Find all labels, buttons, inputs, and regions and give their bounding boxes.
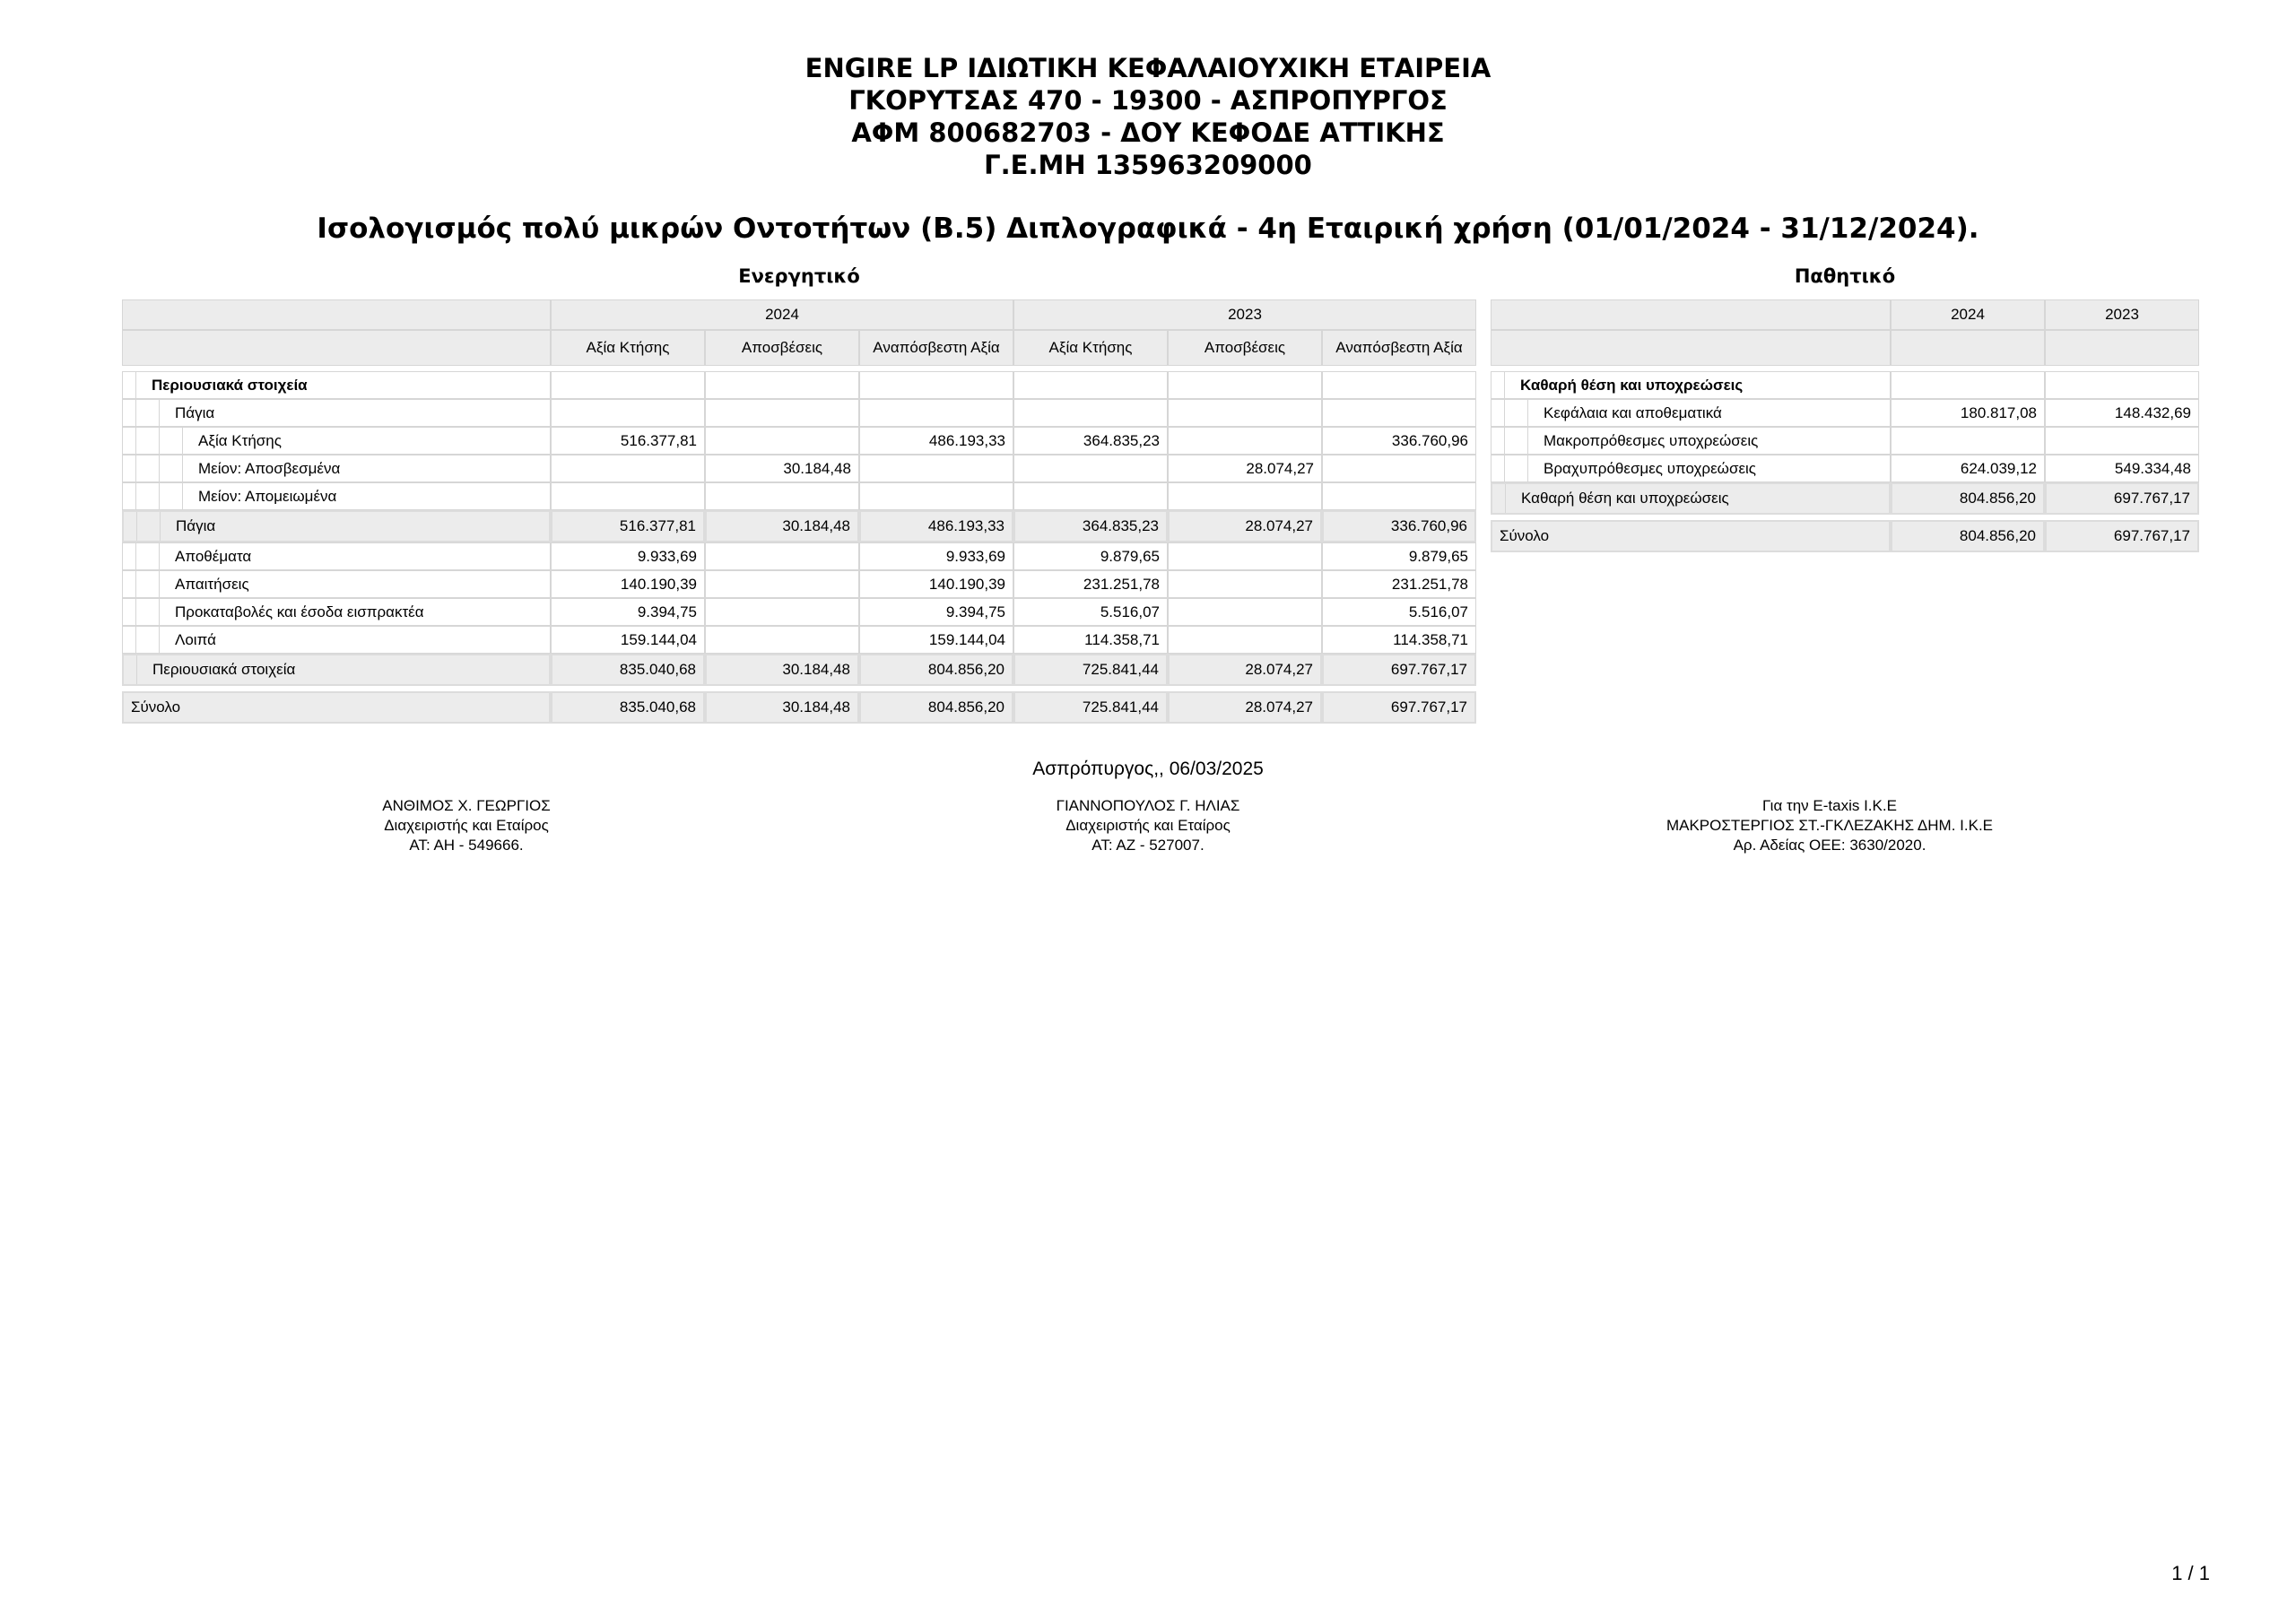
- value-cell: 516.377,81: [551, 427, 705, 455]
- liabilities-year-header: [1491, 299, 2199, 330]
- value-cell: 9.879,65: [1013, 542, 1168, 570]
- value-cell: 30.184,48: [705, 455, 859, 482]
- value-cell: 231.251,78: [1322, 570, 1476, 598]
- value-cell: 9.394,75: [551, 598, 705, 626]
- table-row: [122, 399, 1476, 427]
- total-row: [1491, 520, 2199, 552]
- value-cell: [705, 427, 859, 455]
- signatory-name: ΓΙΑΝΝΟΠΟΥΛΟΣ Γ. ΗΛΙΑΣ: [1056, 797, 1240, 814]
- value-cell: 159.144,04: [551, 626, 705, 654]
- page-number: 1 / 1: [2171, 1562, 2210, 1584]
- row-label: Σύνολο: [122, 691, 551, 724]
- company-tax-id: ΑΦΜ 800682703 - ΔΟΥ ΚΕΦΟΔΕ ΑΤΤΙΚΗΣ: [851, 117, 1445, 148]
- value-cell: 697.767,17: [1322, 691, 1476, 724]
- value-cell: [705, 626, 859, 654]
- row-label: Προκαταβολές και έσοδα εισπρακτέα: [175, 603, 424, 620]
- value-cell: 486.193,33: [859, 427, 1013, 455]
- place-date: Ασπρόπυργος,, 06/03/2025: [1032, 759, 1264, 779]
- row-label: Λοιπά: [175, 630, 216, 648]
- subtotal-row: [122, 654, 1476, 686]
- value-cell: 486.193,33: [859, 510, 1013, 542]
- value-cell: 835.040,68: [551, 691, 705, 724]
- col-net: Αναπόσβεστη Αξία: [859, 330, 1013, 366]
- value-cell: 336.760,96: [1322, 427, 1476, 455]
- year-2024: 2024: [551, 299, 1013, 330]
- signature-block: [1561, 796, 2099, 855]
- signatory-role: ΜΑΚΡΟΣΤΕΡΓΙΟΣ ΣΤ.-ΓΚΛΕΖΑΚΗΣ ΔΗΜ. Ι.Κ.Ε: [1665, 817, 1994, 834]
- value-cell: [1168, 570, 1322, 598]
- value-cell: [705, 542, 859, 570]
- row-label: Μείον: Αποσβεσμένα: [198, 459, 341, 477]
- value-cell: 697.767,17: [1322, 654, 1476, 686]
- header-blank: [122, 330, 551, 366]
- page-title: Ισολογισμός πολύ μικρών Οντοτήτων (Β.5) Διπλογραφικά - 4η Εταιρική χρήση (01/01/2024 - 31/12/2024).: [317, 213, 1979, 245]
- table-row: [1491, 455, 2199, 482]
- col-cost: Αξία Κτήσης: [551, 330, 705, 366]
- signatory-id: Αρ. Αδείας ΟΕΕ: 3630/2020.: [1733, 837, 1926, 854]
- assets-column-header: [122, 330, 1476, 366]
- company-name: ENGIRE LP ΙΔΙΩΤΙΚΗ ΚΕΦΑΛΑΙΟΥΧΙΚΗ ΕΤΑΙΡΕΙΑ: [804, 53, 1492, 83]
- value-cell: 804.856,20: [1891, 482, 2045, 515]
- table-row: [1491, 371, 2199, 399]
- value-cell: 28.074,27: [1168, 455, 1322, 482]
- row-label: Πάγια: [176, 517, 216, 534]
- row-label: Βραχυπρόθεσμες υποχρεώσεις: [1544, 459, 1756, 477]
- table-row: [1491, 399, 2199, 427]
- assets-table: [122, 299, 1476, 724]
- value-cell: 364.835,23: [1013, 510, 1168, 542]
- value-cell: 30.184,48: [705, 654, 859, 686]
- value-cell: 804.856,20: [1891, 520, 2045, 552]
- value-cell: [1891, 427, 2045, 455]
- header-blank: [122, 299, 551, 330]
- col-cost: Αξία Κτήσης: [1013, 330, 1168, 366]
- value-cell: 30.184,48: [705, 510, 859, 542]
- value-cell: [1168, 427, 1322, 455]
- value-cell: 231.251,78: [1013, 570, 1168, 598]
- value-cell: 9.394,75: [859, 598, 1013, 626]
- table-row: [122, 598, 1476, 626]
- row-label: Περιουσιακά στοιχεία: [152, 661, 296, 678]
- value-cell: 804.856,20: [859, 691, 1013, 724]
- row-label: Αξία Κτήσης: [198, 431, 282, 449]
- company-gemi: Γ.Ε.ΜΗ 135963209000: [984, 150, 1312, 180]
- row-label: Καθαρή θέση και υποχρεώσεις: [1521, 490, 1729, 507]
- value-cell: [1168, 626, 1322, 654]
- row-label: Πάγια: [175, 403, 215, 421]
- value-cell: 114.358,71: [1013, 626, 1168, 654]
- value-cell: [1013, 455, 1168, 482]
- company-address: ΓΚΟΡΥΤΣΑΣ 470 - 19300 - ΑΣΠΡΟΠΥΡΓΟΣ: [848, 85, 1448, 116]
- value-cell: 9.933,69: [551, 542, 705, 570]
- value-cell: [1168, 542, 1322, 570]
- row-label: Αποθέματα: [175, 547, 252, 565]
- value-cell: 114.358,71: [1322, 626, 1476, 654]
- row-label: Μείον: Απομειωμένα: [198, 487, 337, 505]
- value-cell: 140.190,39: [859, 570, 1013, 598]
- row-label: Κεφάλαια και αποθεματικά: [1544, 403, 1722, 421]
- table-row: [122, 427, 1476, 455]
- value-cell: 28.074,27: [1168, 510, 1322, 542]
- col-depreciation: Αποσβέσεις: [1168, 330, 1322, 366]
- value-cell: [859, 455, 1013, 482]
- signature-block: [287, 796, 646, 855]
- value-cell: 5.516,07: [1322, 598, 1476, 626]
- value-cell: 804.856,20: [859, 654, 1013, 686]
- value-cell: 624.039,12: [1891, 455, 2045, 482]
- year-2023: 2023: [2045, 299, 2199, 330]
- col-depreciation: Αποσβέσεις: [705, 330, 859, 366]
- value-cell: [705, 598, 859, 626]
- value-cell: 28.074,27: [1168, 654, 1322, 686]
- signatory-role: Διαχειριστής και Εταίρος: [1065, 817, 1231, 834]
- value-cell: 697.767,17: [2045, 482, 2199, 515]
- value-cell: 140.190,39: [551, 570, 705, 598]
- value-cell: 148.432,69: [2045, 399, 2199, 427]
- value-cell: 159.144,04: [859, 626, 1013, 654]
- row-label: Μακροπρόθεσμες υποχρεώσεις: [1544, 431, 1759, 449]
- row-label: Σύνολο: [1491, 520, 1891, 552]
- value-cell: 336.760,96: [1322, 510, 1476, 542]
- table-row: [122, 455, 1476, 482]
- value-cell: [1168, 598, 1322, 626]
- total-row: [122, 691, 1476, 724]
- value-cell: [1322, 455, 1476, 482]
- value-cell: 516.377,81: [551, 510, 705, 542]
- subtotal-row: [1491, 482, 2199, 515]
- table-row: [122, 371, 1476, 399]
- signatory-name: ΑΝΘΙΜΟΣ Χ. ΓΕΩΡΓΙΟΣ: [382, 797, 551, 814]
- liabilities-table: [1491, 299, 2199, 552]
- col-net: Αναπόσβεστη Αξία: [1322, 330, 1476, 366]
- table-row: [122, 542, 1476, 570]
- table-row: [122, 482, 1476, 510]
- row-label: Περιουσιακά στοιχεία: [152, 376, 308, 394]
- table-row: [122, 626, 1476, 654]
- value-cell: [2045, 427, 2199, 455]
- value-cell: 835.040,68: [551, 654, 705, 686]
- value-cell: 9.879,65: [1322, 542, 1476, 570]
- value-cell: 725.841,44: [1013, 654, 1168, 686]
- value-cell: 30.184,48: [705, 691, 859, 724]
- value-cell: 180.817,08: [1891, 399, 2045, 427]
- liabilities-label: Παθητικό: [1794, 265, 1896, 287]
- signature-block: [969, 796, 1327, 855]
- row-label: Καθαρή θέση και υποχρεώσεις: [1520, 376, 1744, 394]
- signatory-role: Διαχειριστής και Εταίρος: [384, 817, 549, 834]
- company-header: [0, 52, 2296, 181]
- year-2023: 2023: [1013, 299, 1476, 330]
- value-cell: 5.516,07: [1013, 598, 1168, 626]
- value-cell: 28.074,27: [1168, 691, 1322, 724]
- value-cell: 364.835,23: [1013, 427, 1168, 455]
- subtotal-row: [122, 510, 1476, 542]
- signatory-name: Για την E-taxis Ι.Κ.Ε: [1762, 797, 1897, 814]
- value-cell: [551, 455, 705, 482]
- value-cell: 9.933,69: [859, 542, 1013, 570]
- assets-label: Ενεργητικό: [738, 265, 860, 287]
- value-cell: [705, 570, 859, 598]
- table-row: [1491, 427, 2199, 455]
- table-row: [122, 570, 1476, 598]
- assets-year-header: [122, 299, 1476, 330]
- year-2024: 2024: [1891, 299, 2045, 330]
- value-cell: 725.841,44: [1013, 691, 1168, 724]
- value-cell: 549.334,48: [2045, 455, 2199, 482]
- signatory-id: ΑΤ: ΑΖ - 527007.: [1091, 837, 1205, 854]
- signatory-id: ΑΤ: ΑΗ - 549666.: [409, 837, 524, 854]
- value-cell: 697.767,17: [2045, 520, 2199, 552]
- row-label: Απαιτήσεις: [175, 575, 249, 593]
- liabilities-column-header: [1491, 330, 2199, 366]
- header-blank: [1491, 299, 1891, 330]
